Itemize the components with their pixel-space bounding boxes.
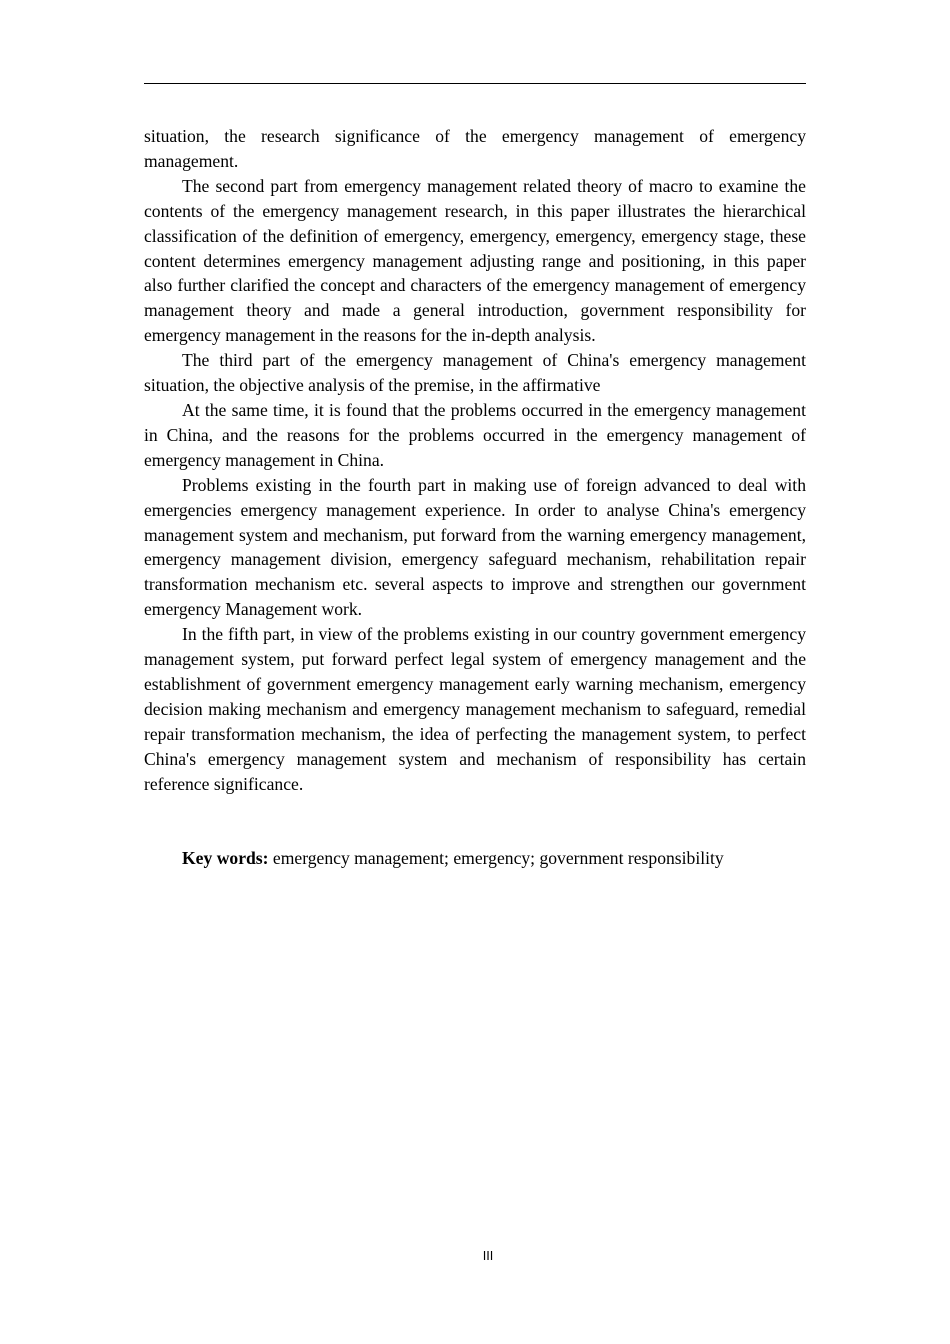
paragraph-third-part: The third part of the emergency management of China's emergency management situation, the objective analysis of the premise, in the affirmative [144, 350, 806, 396]
paragraph-continuation: situation, the research significance of the emergency management of emergency management. [144, 126, 806, 171]
keywords-line [182, 846, 806, 871]
paragraph-same-time: At the same time, it is found that the problems occurred in the emergency management in China, and the reasons for the problems occurred in the emergency management of emergency management in China. [144, 399, 806, 470]
paragraph-second-part: The second part from emergency management related theory of macro to examine the contents of the emergency management research, in this paper illustrates the hierarchical classification of the definition of emergency, emergency, emergency, emergency stage, these content determines emergency management adjusting range and positioning, in this paper also further clarified the concept and characters of the emergency management of emergency management theory and made a general introduction, government responsibility for emergency management in the reasons for the in-depth analysis. [144, 175, 806, 346]
keywords-label: Key words: [182, 848, 269, 868]
header-rule [144, 83, 806, 84]
keywords-text: emergency management; emergency; government responsibility [268, 848, 724, 868]
page-number: III [482, 1249, 494, 1263]
paragraph-fifth-part: In the fifth part, in view of the problems existing in our country government emergency management system, put forward perfect legal system of emergency management and the establishment of government emergency management early warning mechanism, emergency decision making mechanism and emergency management mechanism to safeguard, remedial repair transformation mechanism, the idea of perfecting the management system, to perfect China's emergency management system and mechanism of responsibility has certain reference significance. [144, 624, 806, 794]
abstract-body [144, 124, 806, 796]
paragraph-fourth-part: Problems existing in the fourth part in making use of foreign advanced to deal with emergencies emergency management experience. In order to analyse China's emergency management system and mechanism, put forward from the warning emergency management, emergency management division, emergency safeguard mechanism, rehabilitation repair transformation mechanism etc. several aspects to improve and strengthen our government emergency Management work. [144, 474, 806, 620]
